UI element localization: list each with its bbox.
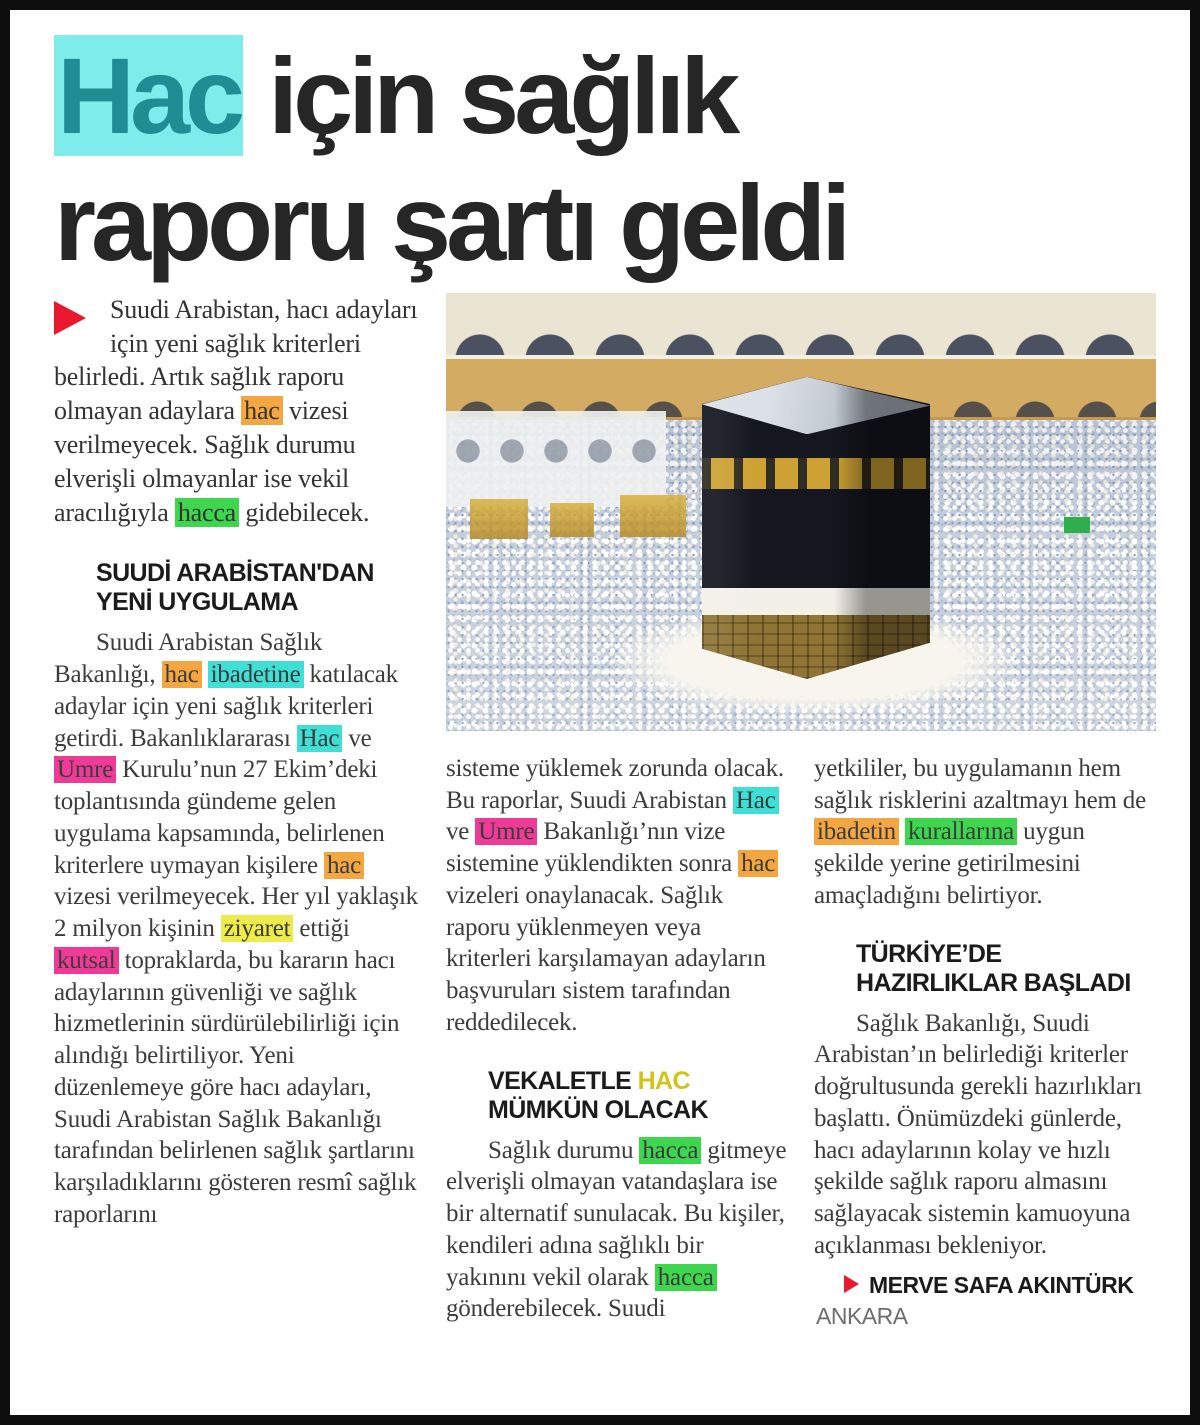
kaaba-crowd-photo (446, 293, 1156, 731)
byline-red-triangle-icon (844, 1275, 859, 1293)
middle-body-paragraph: sisteme yüklemek zorunda olacak. Bu raporlar, Suudi Arabistan Hac ve Umre Bakanlığı’nın vize sistemine yüklendikten sonra hac vizeleri onaylanacak. Sağlık raporu yüklenmeyen veya kriterleri karşılamayan adayların başvuruları sistem tarafından reddedilecek. (446, 754, 784, 1036)
section-heading-saudi-new-practice: SUUDİ ARABİSTAN'DAN YENİ UYGULAMA (96, 559, 374, 617)
lede-paragraph (54, 293, 420, 530)
proxy-hajj-paragraph: Sağlık durumu hacca gitmeye elverişli olmayan vatandaşlara ise bir alternatif sunulacak. Bu kişiler, kendileri adına sağlıklı bir yakınını vekil olarak hacca gönderebilecek. Suudi (446, 1136, 787, 1323)
article-headline (54, 32, 1156, 287)
column-middle (446, 753, 788, 1332)
headline-line-2: raporu şartı geldi (54, 162, 847, 284)
lede-marker-box (54, 293, 110, 353)
byline-location: ANKARA (816, 1302, 908, 1329)
article-content (54, 293, 1156, 1332)
kaaba-cube (702, 377, 930, 679)
byline (814, 1270, 1156, 1332)
byline-author: MERVE SAFA AKINTÜRK (869, 1271, 1134, 1298)
column-left (54, 293, 420, 1332)
mosque-upper-gallery (446, 293, 1156, 359)
kaaba-shading (702, 377, 930, 679)
turkey-preparations-paragraph: Sağlık Bakanlığı, Suudi Arabistan’ın belirlediği kriterler doğrultusunda gerekli hazırlıkları başlattı. Önümüzdeki günlerde, hacı adaylarının kolay ve hızlı şekilde sağlık raporu almasını sağlayacak sistemin kamuoyuna açıklanması bekleniyor. (814, 1009, 1142, 1259)
newspaper-page (10, 10, 1190, 1415)
column-right (814, 753, 1156, 1332)
right-body-paragraph: yetkililer, bu uygulamanın hem sağlık risklerini azaltmayı hem de ibadetin kurallarına uygun şekilde yerine getirilmesini amaçladığını belirtiyor. (814, 754, 1146, 909)
lede-text: Suudi Arabistan, hacı adayları için yeni sağlık kriterleri belirledi. Artık sağlık raporu olmayan adaylara hac vizesi verilmeyecek. Sağlık durumu elverişli olmayanlar ise vekil aracılığıyla hacca gidebilecek. (54, 294, 418, 527)
section-heading-proxy-hajj: VEKALETLE HAC MÜMKÜN OLACAK (488, 1066, 708, 1124)
green-sign (1064, 517, 1090, 533)
red-triangle-icon (54, 301, 86, 335)
left-body-paragraph: Suudi Arabistan Sağlık Bakanlığı, hac ibadetine katılacak adaylar için yeni sağlık kriterleri getirdi. Bakanlıklararası Hac ve Umre Kurulu’nun 27 Ekim’deki toplantısında gündeme gelen uygulama kapsamında, belirlenen kriterlere uymayan kişilere hac vizesi verilmeyecek. Her yıl yaklaşık 2 milyon kişinin ziyaret ettiği kutsal topraklarda, bu kararın hacı adaylarının güvenliği ve sağlık hizmetlerinin sürdürülebilirliği için alındığı belirtiliyor. Yeni düzenlemeye göre hacı adayları, Suudi Arabistan Sağlık Bakanlığı tarafından belirlenen sağlık şartlarını karşıladıklarını gösteren resmî sağlık raporlarını (54, 629, 418, 1228)
headline-line-1: Hac için sağlık (54, 32, 1156, 159)
section-heading-turkey-preparations: TÜRKİYE’DE HAZIRLIKLAR BAŞLADI (856, 939, 1131, 997)
